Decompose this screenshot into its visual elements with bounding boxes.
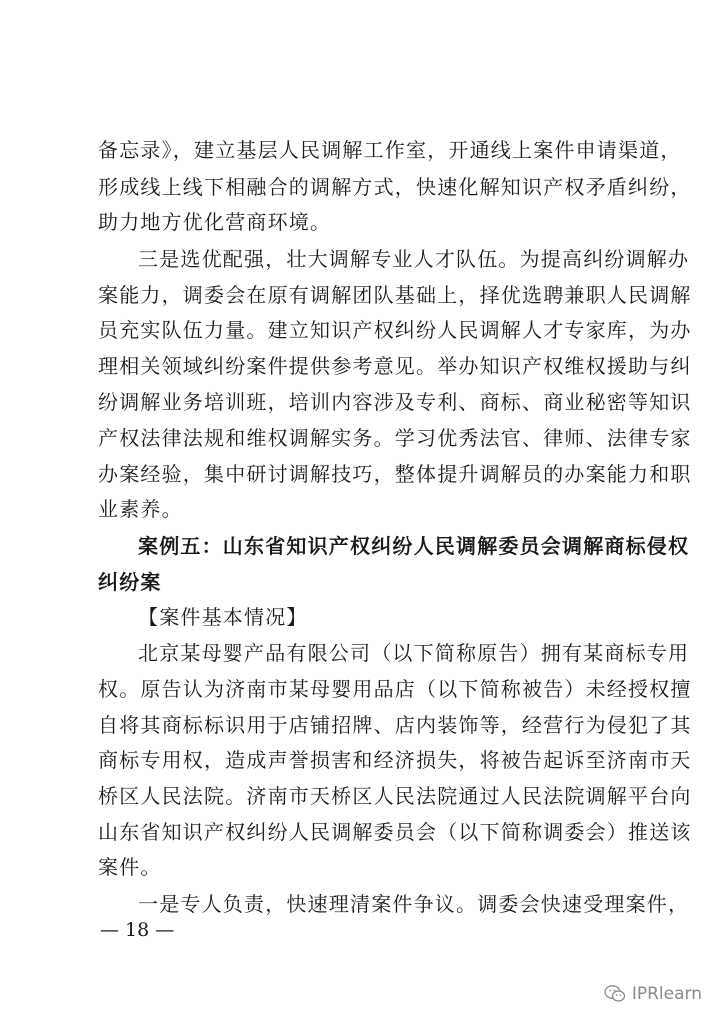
text-line: 案件。 xyxy=(98,855,162,879)
text-line: 案能力，调委会在原有调解团队基础上，择优选聘兼职人民调解 xyxy=(98,283,692,307)
text-line: 自将其商标标识用于店铺招牌、店内装饰等，经营行为侵犯了其 xyxy=(98,713,692,737)
text-line: 纷调解业务培训班，培训内容涉及专利、商标、商业秘密等知识 xyxy=(98,390,692,414)
text-line: 产权法律法规和维权调解实务。学习优秀法官、律师、法律专家 xyxy=(98,426,692,450)
page-number: — 18 — xyxy=(100,919,175,941)
text-line: 权。原告认为济南市某母婴用品店（以下简称被告）未经授权擅 xyxy=(98,677,692,701)
text-line: 形成线上线下相融合的调解方式，快速化解知识产权矛盾纠纷， xyxy=(98,175,692,199)
text-line: 业素养。 xyxy=(98,497,183,521)
wechat-icon xyxy=(604,984,626,1004)
paragraph-start: 三是选优配强，壮大调解专业人才队伍。为提高纠纷调解办 xyxy=(138,247,690,271)
text-line: 山东省知识产权纠纷人民调解委员会（以下简称调委会）推送该 xyxy=(98,820,692,844)
watermark-text: IPRlearn xyxy=(631,984,702,1004)
text-line: 理相关领域纠纷案件提供参考意见。举办知识产权维权援助与纠 xyxy=(98,354,692,378)
text-line: 办案经验，集中研讨调解技巧，整体提升调解员的办案能力和职 xyxy=(98,462,692,486)
text-line: 助力地方优化营商环境。 xyxy=(98,210,332,234)
text-line: 商标专用权，造成声誉损害和经济损失，将被告起诉至济南市天 xyxy=(98,748,692,772)
section-label: 【案件基本情况】 xyxy=(138,605,308,629)
text-line: 员充实队伍力量。建立知识产权纠纷人民调解人才专家库，为办 xyxy=(98,318,692,342)
case-heading: 案例五：山东省知识产权纠纷人民调解委员会调解商标侵权 xyxy=(138,534,690,558)
text-line: 备忘录》，建立基层人民调解工作室，开通线上案件申请渠道， xyxy=(98,138,682,162)
case-heading-continued: 纠纷案 xyxy=(98,570,162,594)
text-line: 桥区人民法院。济南市天桥区人民法院通过人民法院调解平台向 xyxy=(98,784,692,808)
watermark xyxy=(604,983,702,1005)
paragraph-start: 北京某母婴产品有限公司（以下简称原告）拥有某商标专用 xyxy=(138,641,690,665)
paragraph-start: 一是专人负责，快速理清案件争议。调委会快速受理案件， xyxy=(138,892,690,916)
